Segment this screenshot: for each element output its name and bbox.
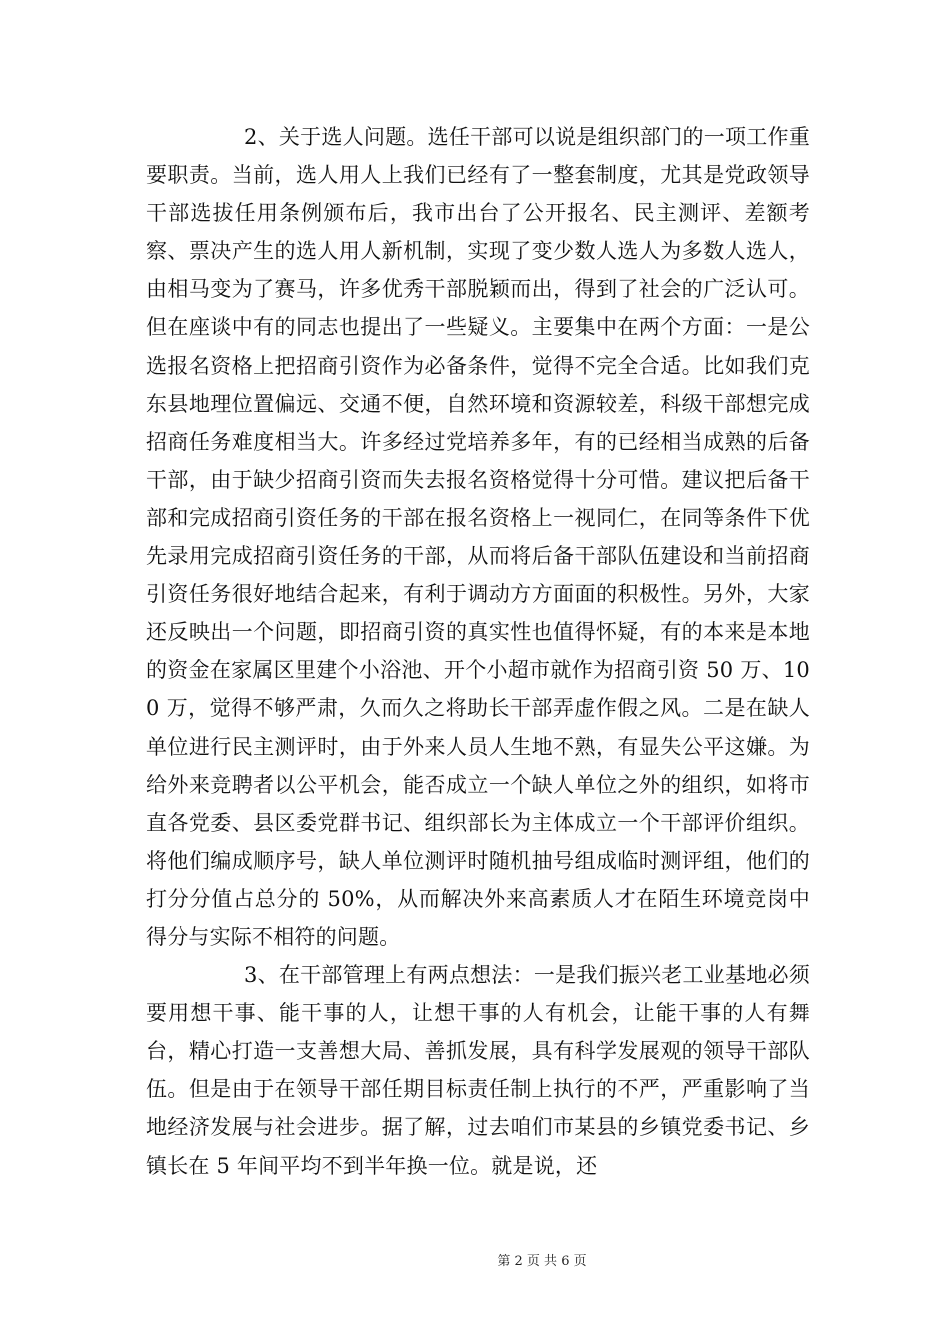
document-body <box>146 118 810 1185</box>
paragraph-cadre-management: 3、在干部管理上有两点想法：一是我们振兴老工业基地必须要用想干事、能干事的人，让想干事的人有机会，让能干事的人有舞台，精心打造一支善想大局、善抓发展，具有科学发展观的领导干部队伍。但是由于在领导干部任期目标责任制上执行的不严，严重影响了当地经济发展与社会进步。据了解，过去咱们市某县的乡镇党委书记、乡镇长在 5 年间平均不到半年换一位。就是说，还 <box>146 963 810 1178</box>
page-footer: 第 2 页 共 6 页 <box>497 1254 587 1269</box>
paragraph-selecting-people: 2、关于选人问题。选任干部可以说是组织部门的一项工作重要职责。当前，选人用人上我们已经有了一整套制度，尤其是党政领导干部选拔任用条例颁布后，我市出台了公开报名、民主测评、差额考察、票决产生的选人用人新机制，实现了变少数人选人为多数人选人，由相马变为了赛马，许多优秀干部脱颖而出，得到了社会的广泛认可。但在座谈中有的同志也提出了一些疑义。主要集中在两个方面：一是公选报名资格上把招商引资作为必备条件，觉得不完全合适。比如我们克东县地理位置偏远、交通不便，自然环境和资源较差，科级干部想完成招商任务难度相当大。许多经过党培养多年，有的已经相当成熟的后备干部，由于缺少招商引资而失去报名资格觉得十分可惜。建议把后备干部和完成招商引资任务的干部在报名资格上一视同仁，在同等条件下优先录用完成招商引资任务的干部，从而将后备干部队伍建设和当前招商引资任务很好地结合起来，有利于调动方方面面的积极性。另外，大家还反映出一个问题，即招商引资的真实性也值得怀疑，有的本来是本地的资金在家属区里建个小浴池、开个小超市就作为招商引资 50 万、100 万，觉得不够严肃，久而久之将助长干部弄虚作假之风。二是在缺人单位进行民主测评时，由于外来人员人生地不熟，有显失公平这嫌。为给外来竞聘者以公平机会，能否成立一个缺人单位之外的组织，如将市直各党委、县区委党群书记、组织部长为主体成立一个干部评价组织。将他们编成顺序号，缺人单位测评时随机抽号组成临时测评组，他们的打分分值占总分的 50%，从而解决外来高素质人才在陌生环境竞岗中得分与实际不相符的问题。 <box>146 125 810 949</box>
